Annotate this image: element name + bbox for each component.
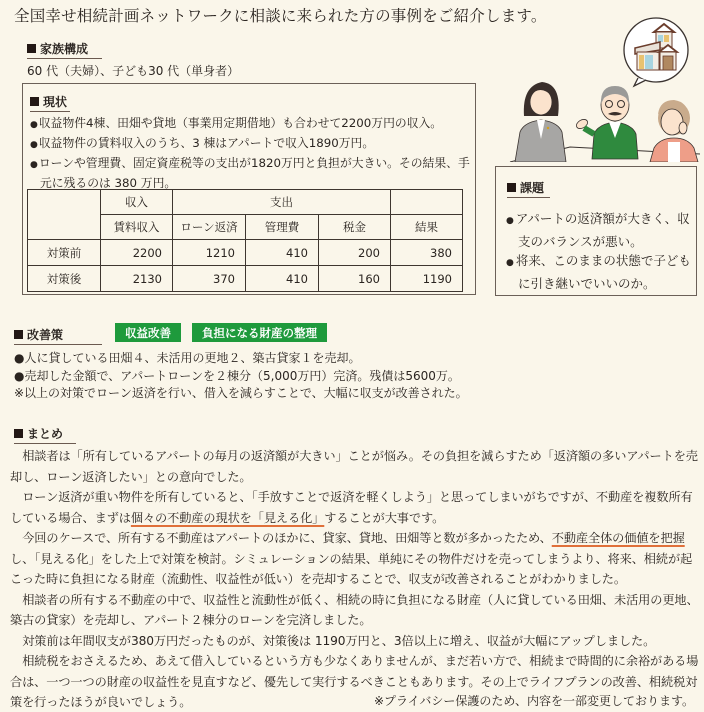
summary-heading-label: まとめ	[27, 427, 64, 441]
col-management-fee: 管理費	[246, 215, 319, 240]
row-label: 対策前	[28, 240, 101, 266]
summary-text: し、「見える化」をした上で対策を検討。シミュレーションの結果、単純にその物件だけを売ってしまうより、将来、相続が起こった時に負担になる財産（流動性、収益性が低い）を売却することで、収支が改善されることがわかりました。	[10, 551, 693, 586]
cell-value: 380	[391, 240, 463, 266]
summary-paragraph	[10, 528, 700, 590]
summary-paragraph: 相談者は「所有しているアパートの毎月の返済額が大きい」ことが悩み。その負担を減らすため「返済額の多いアパートを売却し、ローン返済したい」との意向でした。	[10, 449, 698, 484]
status-item: ● 収益物件の賃料収入のうち、3 棟はアパートで収入1890万円。	[30, 134, 470, 154]
summary-paragraph: 相談者の所有する不動産の中で、収益性と流動性が低く、相続の時に負担になる財産（人に貸している田畑、未活用の更地、築古の貸家）を売却し、アパート２棟分のローンを完済しました。	[10, 592, 699, 627]
family-text: 60 代（夫婦）、子ども30 代（単身者）	[27, 64, 240, 78]
cell-value: 410	[246, 240, 319, 266]
table-row	[28, 266, 463, 292]
summary-text: することが大事です。	[324, 510, 445, 525]
intro-text: 全国幸せ相続計画ネットワークに相談に来られた方の事例をご紹介します。	[14, 7, 547, 25]
cell-value: 1210	[173, 240, 246, 266]
cell-value: 2200	[101, 240, 173, 266]
cell-value: 160	[319, 266, 391, 292]
status-item: ● ローンや管理費、固定資産税等の支出が1820万円と負担が大きい。その結果、手元に残るのは 380 万円。	[30, 154, 470, 192]
measures-heading	[14, 326, 102, 345]
header-income: 収入	[101, 190, 173, 215]
status-item: ● 収益物件4棟、田畑や貸地（事業用定期借地）も合わせて2200万円の収入。	[30, 114, 470, 134]
cell-value: 1190	[391, 266, 463, 292]
advisor-woman-icon	[515, 82, 566, 162]
square-bullet-icon	[14, 330, 23, 339]
col-tax: 税金	[319, 215, 391, 240]
issue-heading	[507, 179, 550, 198]
issue-item: ● 将来、このままの状態で子どもに引き継いでいいのか。	[506, 251, 691, 293]
header-expense: 支出	[173, 190, 391, 215]
summary-body	[10, 446, 700, 712]
row-label: 対策後	[28, 266, 101, 292]
family-heading-label: 家族構成	[40, 42, 89, 56]
badge-income-improvement: 収益改善	[115, 323, 181, 342]
consultation-illustration	[500, 14, 700, 162]
summary-text: ローン返済が重い物件を所有していると、「手放すことで返済を軽くしよう」と思ってしまいがちですが、不動産を複数所有している場合、まずは	[10, 490, 693, 525]
measure-item: ●人に貸している田畑４、未活用の更地２、築古貸家１を売却。	[14, 351, 361, 365]
elderly-woman-icon	[650, 100, 698, 162]
privacy-note: ※プライバシー保護のため、内容を一部変更しております。	[373, 694, 694, 708]
badge-asset-cleanup: 負担になる財産の整理	[192, 323, 327, 342]
status-heading-label: 現状	[43, 95, 68, 109]
table-row	[28, 240, 463, 266]
header-blank	[391, 190, 463, 215]
summary-paragraph	[10, 487, 700, 528]
cell-value: 410	[246, 266, 319, 292]
status-list	[30, 114, 470, 192]
summary-paragraph: 対策前は年間収支が380万円だったものが、対策後は 1190万円と、3倍以上に増え、収益が大幅にアップしました。	[22, 633, 656, 648]
square-bullet-icon	[14, 429, 23, 438]
measure-item: ※以上の対策でローン返済を行い、借入を減らすことで、大幅に収支が改善された。	[14, 386, 468, 400]
summary-text: 今回のケースで、所有する不動産はアパートのほかに、貸家、貸地、田畑等と数が多かったため、	[22, 531, 552, 545]
col-result: 結果	[391, 215, 463, 240]
status-heading	[30, 93, 70, 112]
issue-list	[506, 209, 691, 293]
income-expense-table	[27, 189, 463, 292]
cell-value: 200	[319, 240, 391, 266]
highlight-visualize: 個々の不動産の現状を「見える化」	[130, 510, 325, 525]
col-loan-repayment: ローン返済	[173, 215, 246, 240]
measures-heading-label: 改善策	[27, 328, 64, 342]
square-bullet-icon	[27, 44, 36, 53]
issue-item: ● アパートの返済額が大きく、収支のバランスが悪い。	[506, 209, 691, 251]
col-rent-income: 賃料収入	[101, 215, 173, 240]
square-bullet-icon	[507, 183, 516, 192]
summary-heading	[14, 425, 76, 444]
issue-box	[495, 166, 697, 296]
summary-paragraph: 相続税をおさえるため、あえて借入しているという方も少なくありませんが、まだ若い方で、相続まで時間的に余裕がある場合は、一つ一つの財産の収益性を見直すなど、優先して実行するべきこともあります。その上でライフプランの改善、相続税対策を行ったほうが良いでしょう。	[10, 654, 699, 709]
cell-value: 2130	[101, 266, 173, 292]
square-bullet-icon	[30, 97, 39, 106]
house-thought-bubble-icon	[624, 18, 688, 86]
cell-value: 370	[173, 266, 246, 292]
family-heading	[27, 40, 102, 59]
measures-list	[14, 350, 468, 403]
issue-heading-label: 課題	[520, 181, 545, 195]
highlight-grasp-value: 不動産全体の価値を把握	[551, 531, 685, 545]
measure-item: ●売却した金額で、アパートローンを２棟分（5,000万円）完済。残債は5600万。	[14, 368, 460, 383]
table-corner-cell	[28, 190, 101, 240]
status-box	[22, 83, 476, 295]
